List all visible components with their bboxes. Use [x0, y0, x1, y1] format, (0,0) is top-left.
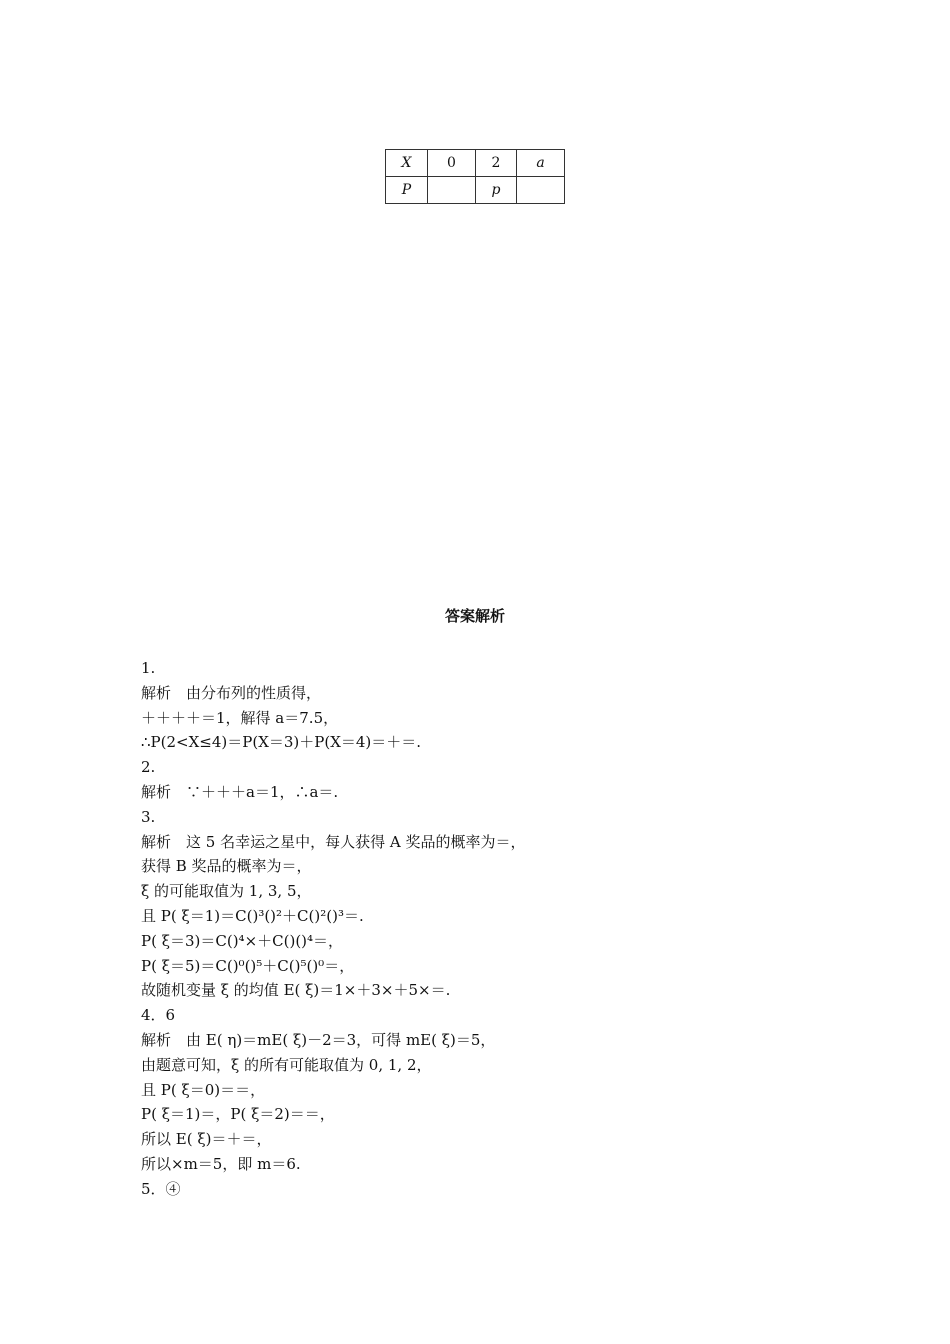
answer-line: 4．6 — [141, 1006, 176, 1025]
table-cell — [517, 177, 565, 204]
distribution-table — [385, 149, 565, 204]
answer-line: 故随机变量 ξ 的均值 E( ξ)＝1×＋3×＋5×＝. — [141, 981, 451, 1000]
answer-line: 解析 由分布列的性质得， — [141, 683, 322, 702]
answer-line: ξ 的可能取值为 1, 3, 5， — [141, 882, 312, 901]
answer-line: P( ξ＝5)＝C()⁰()⁵＋C()⁵()⁰＝， — [141, 956, 355, 975]
answer-line: 解析 ∵＋＋＋a＝1，∴a＝. — [141, 782, 339, 801]
answer-line: 解析 这 5 名幸运之星中，每人获得 A 奖品的概率为＝， — [141, 832, 526, 851]
answer-line: 2. — [141, 758, 156, 777]
table-cell: a — [517, 150, 565, 177]
table-cell: X — [386, 150, 428, 177]
table-row — [386, 177, 565, 204]
answer-line: 且 P( ξ＝1)＝C()³()²＋C()²()³＝. — [141, 906, 364, 925]
answer-line: P( ξ＝3)＝C()⁴×＋C()()⁴＝， — [141, 931, 344, 950]
answer-line: 获得 B 奖品的概率为＝， — [141, 857, 312, 876]
answer-line: 且 P( ξ＝0)＝＝， — [141, 1080, 266, 1099]
table-cell: P — [386, 177, 428, 204]
answer-line: ∴P(2<X≤4)＝P(X＝3)＋P(X＝4)＝＋＝. — [141, 733, 422, 752]
answer-line: 3. — [141, 807, 156, 826]
answer-line: 5．④ — [141, 1179, 181, 1198]
answer-line: ＋＋＋＋＝1，解得 a＝7.5， — [141, 708, 339, 727]
answer-line: 1. — [141, 659, 156, 677]
table-cell: 2 — [476, 150, 517, 177]
answer-body — [141, 656, 841, 1202]
answer-line: 由题意可知，ξ 的所有可能取值为 0, 1, 2， — [141, 1055, 432, 1074]
answer-line: P( ξ＝1)＝，P( ξ＝2)＝＝， — [141, 1105, 335, 1124]
table-cell: 0 — [428, 150, 476, 177]
answer-section-title: 答案解析 — [444, 607, 505, 625]
table-cell — [428, 177, 476, 204]
answer-line: 解析 由 E( η)＝mE( ξ)－2＝3，可得 mE( ξ)＝5， — [141, 1030, 496, 1049]
answer-line: 所以 E( ξ)＝＋＝， — [141, 1130, 272, 1149]
table-row — [386, 150, 565, 177]
answer-line: 所以×m＝5，即 m＝6. — [141, 1154, 301, 1173]
table-cell: p — [476, 177, 517, 204]
